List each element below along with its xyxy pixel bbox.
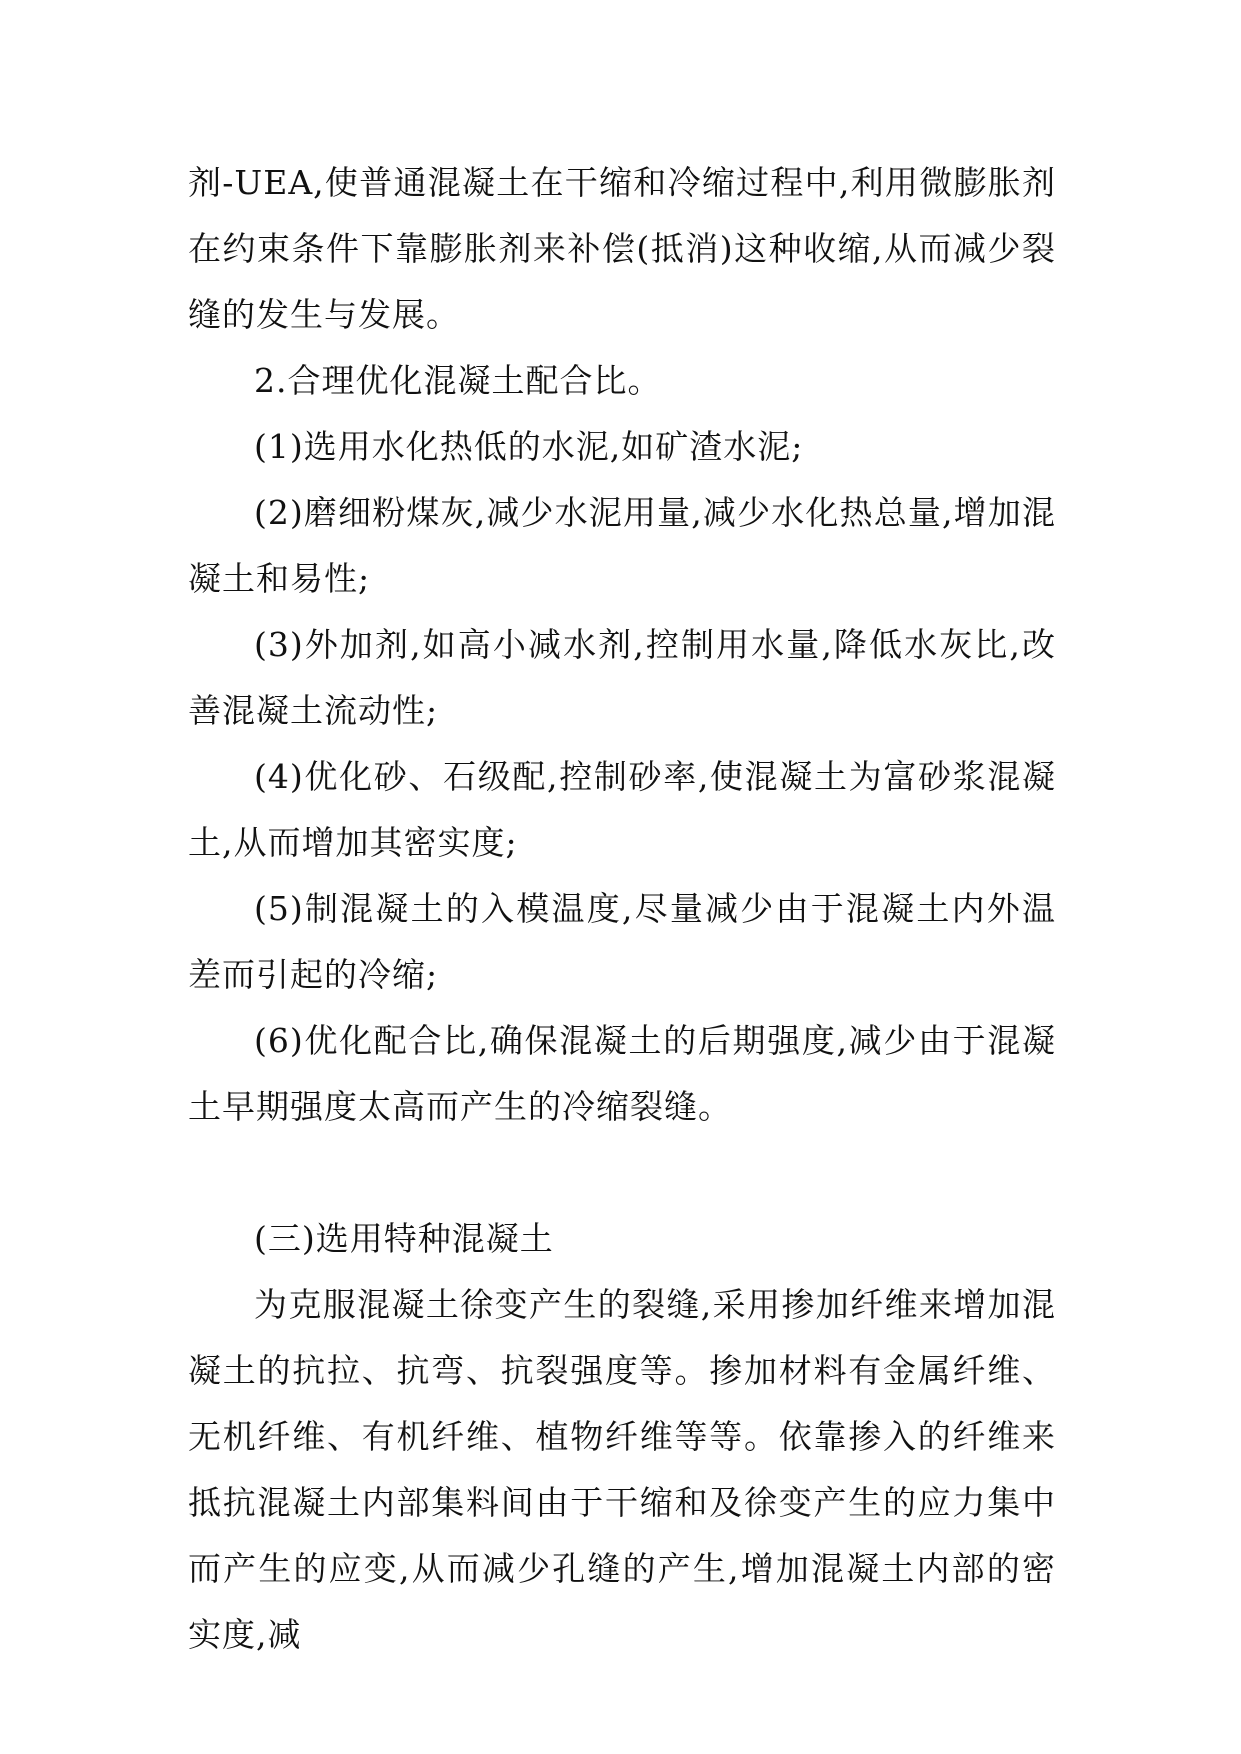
paragraph-item-1: (1)选用水化热低的水泥,如矿渣水泥;	[254, 427, 804, 466]
paragraph-continuation: 剂-UEA,使普通混凝土在干缩和冷缩过程中,利用微膨胀剂在约束条件下靠膨胀剂来补偿(抵消)这种收缩,从而减少裂缝的发生与发展。	[188, 163, 1056, 334]
paragraph-fiber-concrete: 为克服混凝土徐变产生的裂缝,采用掺加纤维来增加混凝土的抗拉、抗弯、抗裂强度等。掺加材料有金属纤维、无机纤维、有机纤维、植物纤维等等。依靠掺入的纤维来抵抗混凝土内部集料间由于干缩和及徐变产生的应力集中而产生的应变,从而减少孔缝的产生,增加混凝土内部的密实度,减	[188, 1285, 1056, 1654]
document-body	[188, 150, 1056, 1668]
section-heading-special-concrete: (三)选用特种混凝土	[254, 1219, 554, 1258]
paragraph-item-4: (4)优化砂、石级配,控制砂率,使混凝土为富砂浆混凝土,从而增加其密实度;	[188, 757, 1056, 862]
paragraph-item-3: (3)外加剂,如高小减水剂,控制用水量,降低水灰比,改善混凝土流动性;	[188, 625, 1056, 730]
paragraph-item-2: (2)磨细粉煤灰,减少水泥用量,减少水化热总量,增加混凝土和易性;	[188, 493, 1056, 598]
paragraph-spacer	[188, 1140, 1056, 1206]
paragraph-item-5: (5)制混凝土的入模温度,尽量减少由于混凝土内外温差而引起的冷缩;	[188, 889, 1056, 994]
paragraph-item-6: (6)优化配合比,确保混凝土的后期强度,减少由于混凝土早期强度太高而产生的冷缩裂缝。	[188, 1021, 1056, 1126]
paragraph-heading-optimize-mix: 2.合理优化混凝土配合比。	[254, 361, 662, 400]
